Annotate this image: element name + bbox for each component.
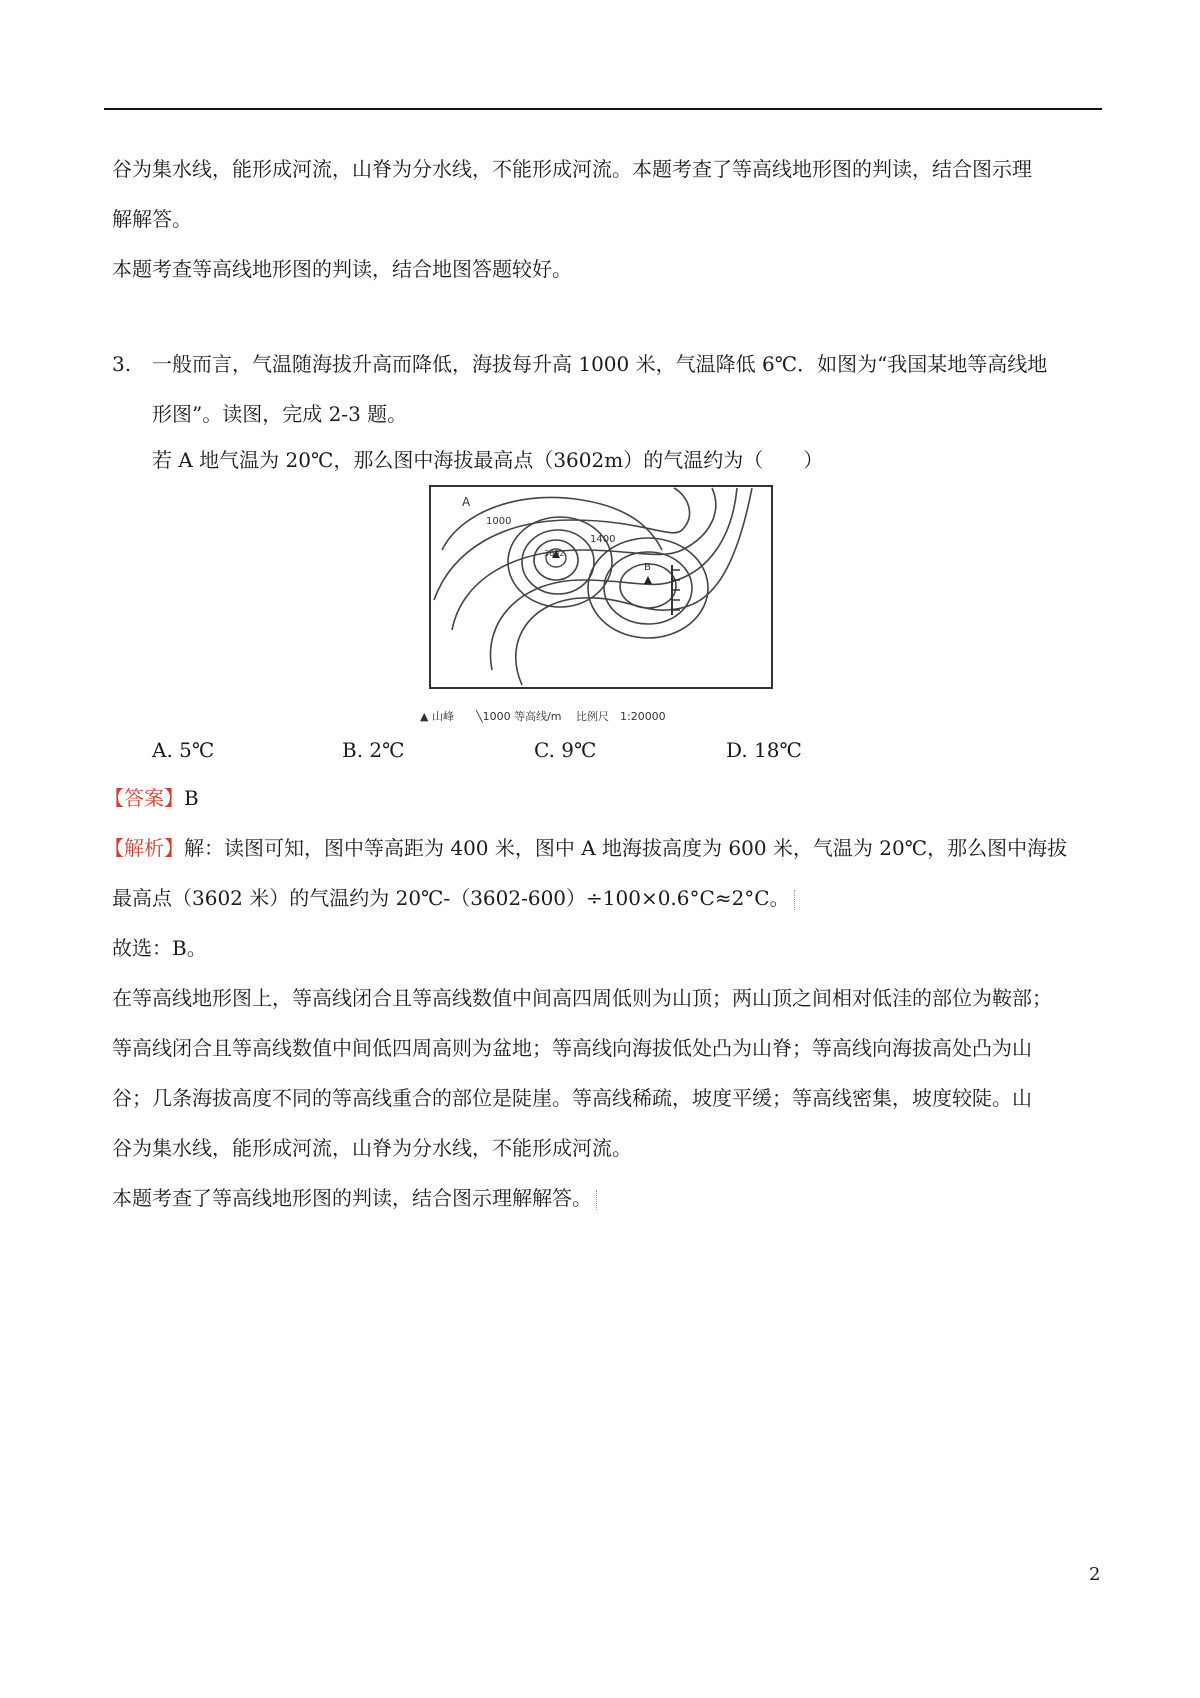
contour-label-1000: 1000 [486, 516, 512, 527]
text-cursor [596, 1190, 598, 1210]
analysis-line: 谷；几条海拔高度不同的等高线重合的部位是陡崖。等高线稀疏，坡度平缓；等高线密集，坡度较陡。山 [112, 1086, 1032, 1110]
analysis-line [112, 888, 1102, 910]
peak-triangle [644, 576, 652, 584]
map-legend: ▲ 山峰 ╲1000 等高线/m 比例尺 1:20000 [420, 710, 666, 723]
question-prompt: 若 A 地气温为 20℃，那么图中海拔最高点（3602m）的气温约为（ ） [152, 448, 824, 472]
answer-line [104, 788, 1094, 808]
question-stem-line: 形图”。读图，完成 2-3 题。 [152, 402, 408, 426]
option-c: C. 9℃ [534, 738, 597, 762]
peak-label-3602: 3602 [544, 549, 565, 558]
header-rule [104, 108, 1102, 110]
paragraph-line: 本题考查等高线地形图的判读，结合地图答题较好。 [112, 257, 572, 281]
paragraph-line: 谷为集水线，能形成河流，山脊为分水线，不能形成河流。本题考查了等高线地形图的判读，结合图示理 [112, 157, 1032, 181]
analysis-text: 最高点（3602 米）的气温约为 20℃-（3602-600）÷100×0.6°C≈2°C。 [112, 886, 790, 910]
analysis-text: 本题考查了等高线地形图的判读，结合图示理解解答。 [112, 1186, 592, 1210]
analysis-line: 在等高线地形图上，等高线闭合且等高线数值中间高四周低则为山顶；两山顶之间相对低洼的部位为鞍部； [112, 986, 1052, 1010]
text-cursor [794, 890, 796, 910]
option-b: B. 2℃ [342, 738, 405, 762]
question-stem-line: 一般而言，气温随海拔升高而降低，海拔每升高 1000 米，气温降低 6℃．如图为“我国某地等高线地 [152, 352, 1048, 376]
analysis-line [112, 1188, 1102, 1210]
analysis-tag: 【解析】 [104, 836, 184, 860]
analysis-line: 谷为集水线，能形成河流，山脊为分水线，不能形成河流。 [112, 1136, 632, 1160]
option-d: D. 18℃ [726, 738, 802, 762]
analysis-line: 等高线闭合且等高线数值中间低四周高则为盆地；等高线向海拔低处凸为山脊；等高线向海拔高处凸为山 [112, 1036, 1032, 1060]
answer-tag: 【答案】 [104, 786, 184, 810]
contour-map-figure [412, 480, 790, 728]
analysis-line [104, 838, 1094, 858]
contour-line [534, 540, 578, 580]
page-number: 2 [1089, 1564, 1101, 1585]
paragraph-line: 解解答。 [112, 207, 192, 231]
map-frame [430, 486, 772, 688]
analysis-line: 故选：B。 [112, 936, 207, 960]
contour-line [588, 538, 708, 638]
question-number: 3. [112, 352, 132, 376]
analysis-text: 解：读图可知，图中等高距为 400 米，图中 A 地海拔高度为 600 米，气温为 20℃，那么图中海拔 [184, 836, 1068, 860]
answer-value: B [184, 786, 199, 810]
option-a: A. 5℃ [152, 738, 215, 762]
contour-line [442, 497, 662, 550]
contour-label-1400: 1400 [590, 534, 616, 545]
point-a-label: A [462, 495, 471, 509]
point-b-label: B [644, 562, 651, 573]
